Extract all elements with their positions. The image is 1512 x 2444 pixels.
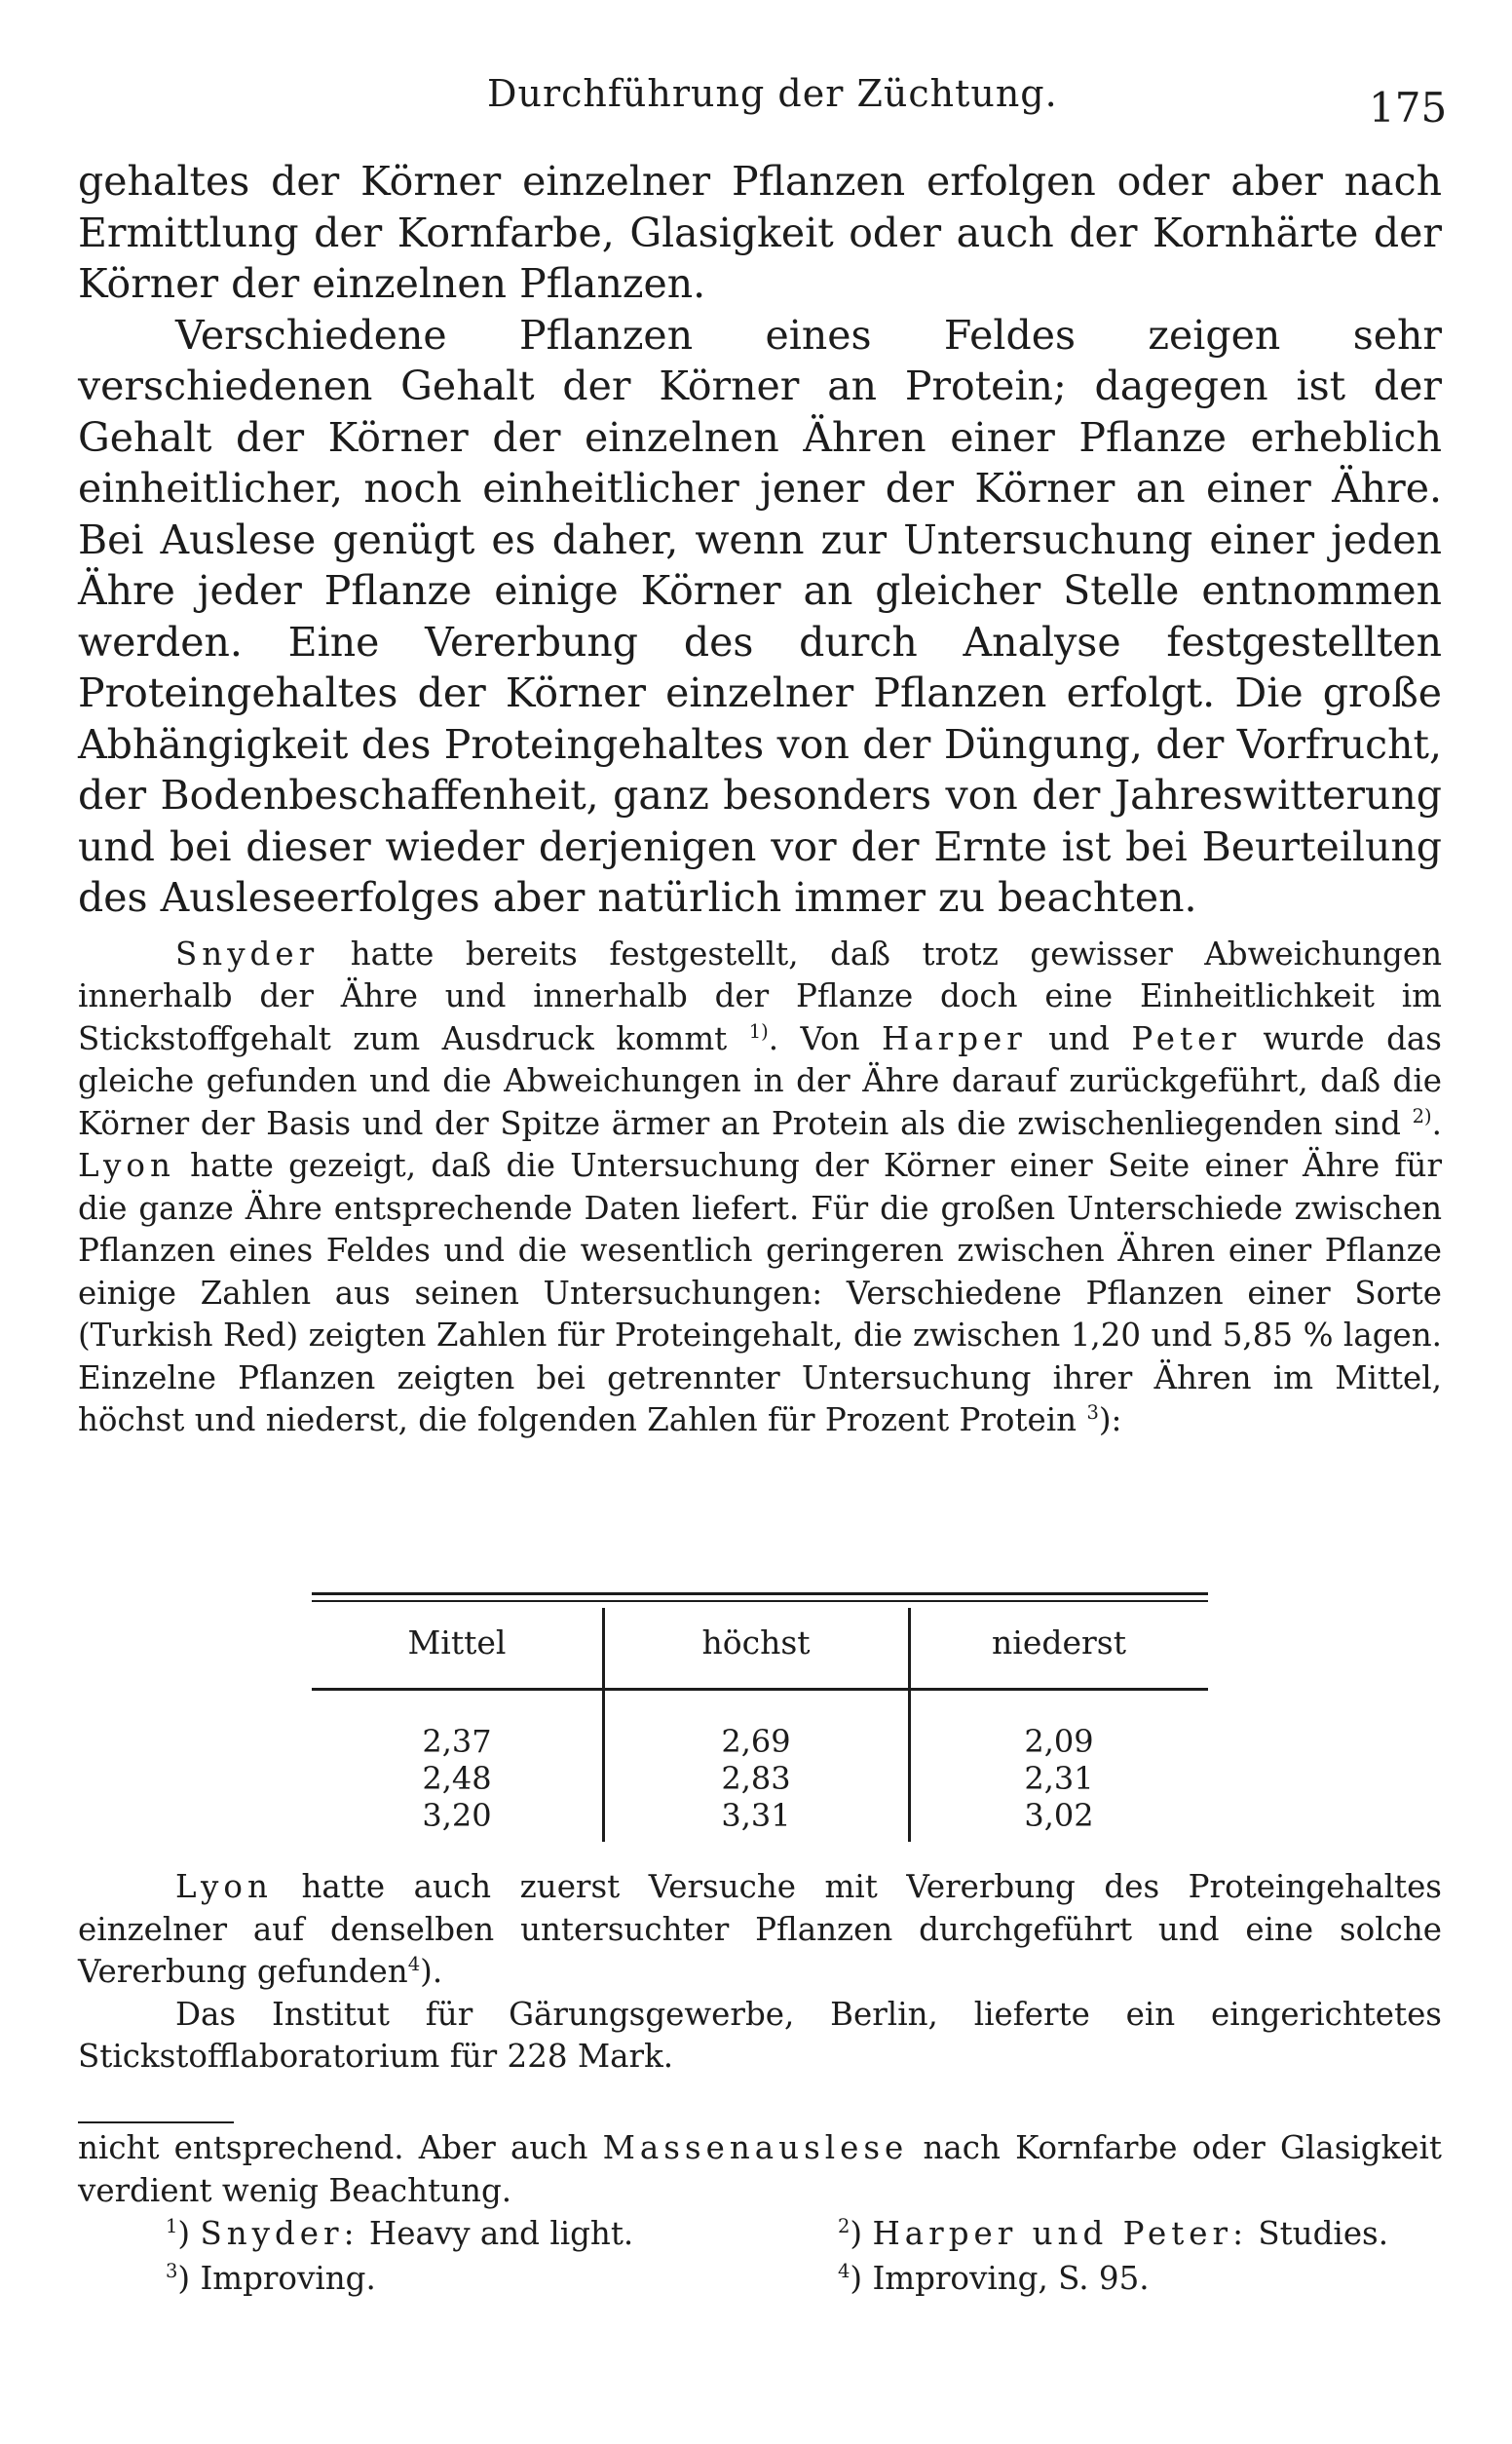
table-cell: 2,48: [422, 1760, 492, 1797]
page-number: 175: [1369, 84, 1448, 132]
footnote-ref-number: 3: [1086, 1401, 1099, 1425]
footnotes: [78, 2127, 1442, 2302]
table-rule: [312, 1688, 1208, 1691]
protein-table: [312, 1579, 1208, 1842]
table-header-hoechst: höchst: [701, 1623, 811, 1661]
page-header: [0, 68, 1512, 132]
footnote-ref: 1): [748, 1019, 769, 1043]
footnote-text: Heavy and light.: [368, 2215, 634, 2252]
text-run: hatte bereits festgestellt, daß trotz gewisser Abweichungen innerhalb der Ähre und innerhalb der Pflanze doch eine Einheitlichkeit im Stickstoffgehalt zum Ausdruck kommt: [78, 935, 1442, 1057]
table-cell: 3,31: [721, 1797, 791, 1834]
footnote-text: Improving, S. 95.: [872, 2260, 1150, 2297]
footnote-separator: [78, 2121, 234, 2123]
author-name: Harper: [881, 1019, 1027, 1057]
author-name: Peter: [1131, 1019, 1241, 1057]
paragraph-continued: gehaltes der Körner einzelner Pflanzen erfolgen oder aber nach Ermittlung der Kornfarbe, Glasigkeit oder auch der Kornhärte der Körner der einzelnen Pflanzen.: [78, 158, 1442, 307]
text-run: nach Kornfarbe oder Glasigkeit verdient wenig Beachtung.: [78, 2129, 1442, 2209]
footnote-text: Studies.: [1258, 2215, 1389, 2252]
text-run: hatte gezeigt, daß die Untersuchung der Körner einer Seite einer Ähre für die ganze Ähre entsprechende Daten liefert. Für die großen Unterschiede zwischen Pflanzen eines Feldes und die wesentlich geringeren zwischen Ähren einer Pflanze einige Zahlen aus seinen Untersuchungen: Verschiedene Pflanzen einer Sorte (Turkish Red) zeigten Zahlen für Proteingehalt, die zwischen 1,20 und 5,85 % lagen. Einzelne Pflanzen zeigten bei getrennter Untersuchung ihrer Ähren im Mittel, höchst und niederst, die folgenden Zahlen für Prozent Protein: [78, 1147, 1442, 1438]
table-cell: 2,09: [1024, 1723, 1094, 1760]
text-run: ).: [420, 1953, 443, 1990]
author-name: Lyon: [78, 1147, 175, 1184]
footnote-ref-number: 4: [407, 1953, 421, 1976]
table-cell: 2,69: [721, 1723, 791, 1760]
text-run: .: [1431, 1104, 1442, 1142]
table-header-mittel: Mittel: [407, 1623, 507, 1661]
footnote-row: [78, 2212, 1442, 2257]
author-name: Snyder: [175, 935, 320, 973]
text-after-table: [78, 1866, 1442, 2079]
footnote-ref-number: 2: [1412, 1104, 1425, 1127]
table-cell: 2,31: [1024, 1760, 1094, 1797]
paragraph-protein-variation: Verschiedene Pflanzen eines Feldes zeigen sehr verschiedenen Gehalt der Körner an Protein; dagegen ist der Gehalt der Körner der einzelnen Ähren einer Pflanze erheblich einheitlicher, noch einheitlicher jener der Körner an einer Ähre. Bei Auslese genügt es daher, wenn zur Untersuchung einer jeden Ähre jeder Pflanze einige Körner an gleicher Stelle entnommen werden. Eine Vererbung des durch Analyse festgestellten Proteingehaltes der Körner einzelner Pflanzen erfolgt. Die große Abhängigkeit des Proteingehaltes von der Düngung, der Vorfrucht, der Bodenbeschaffenheit, ganz besonders von der Jahreswitterung und bei dieser wieder derjenigen vor der Ernte ist bei Beurteilung des Ausleseerfolges aber natürlich immer zu beachten.: [78, 311, 1442, 921]
footnote-2: $^2$) Harper und Peter: Studies.: [838, 2215, 1389, 2252]
footnote-text: Improving.: [200, 2260, 376, 2297]
footnote-3: $^3$) Improving.: [166, 2260, 376, 2297]
footnote-author: Harper und Peter:: [872, 2215, 1249, 2252]
footnote-row: [78, 2257, 1442, 2302]
author-name: Lyon: [175, 1868, 273, 1905]
table-cell: 3,20: [422, 1797, 492, 1834]
footnote-number: 3: [166, 2260, 178, 2283]
text-run: ):: [1098, 1401, 1122, 1438]
footnote-ref: 2): [1412, 1104, 1432, 1127]
footnote-number: 1: [166, 2215, 178, 2238]
table-cell: 3,02: [1024, 1797, 1094, 1834]
footnote-continuation: [78, 2127, 1442, 2212]
footnote-4: $^4$) Improving, S. 95.: [838, 2260, 1150, 2297]
text-run: und: [1048, 1019, 1110, 1057]
table-cell: 2,37: [422, 1723, 492, 1760]
main-text: [78, 156, 1442, 1442]
footnote-ref-number: 1: [748, 1019, 762, 1043]
footnote-number: 4: [838, 2260, 850, 2283]
table-cell: 2,83: [721, 1760, 791, 1797]
footnote-author: Snyder:: [200, 2215, 359, 2252]
table-rule: [312, 1600, 1208, 1602]
table-header-niederst: niederst: [992, 1623, 1126, 1661]
footnote-1: $^1$) Snyder: Heavy and light.: [166, 2215, 634, 2252]
footnote-ref: [1086, 1401, 1098, 1424]
text-run: hatte auch zuerst Versuche mit Vererbung des Proteingehaltes einzelner auf denselben untersuchter Pflanzen durchgeführt und eine solche Vererbung gefunden: [78, 1868, 1442, 1990]
emphasis-term: Massenauslese: [602, 2129, 909, 2166]
footnote-number: 2: [838, 2215, 850, 2238]
text-run: . Von: [768, 1019, 860, 1057]
running-title: Durchführung der Züchtung.: [487, 72, 1058, 115]
footnote-ref: [408, 1953, 420, 1975]
text-run: nicht entsprechend. Aber auch: [78, 2129, 588, 2166]
paragraph-institut: Das Institut für Gärungsgewerbe, Berlin, lieferte ein eingerichtetes Stickstofflaboratorium für 228 Mark.: [78, 1995, 1442, 2075]
table-rule: [312, 1592, 1208, 1595]
paragraph-lyon-inheritance: [78, 1866, 1442, 1994]
text-run: wurde das gleiche gefunden und die Abweichungen in der Ähre darauf zurückgeführt, daß die Körner der Basis und der Spitze ärmer an Protein als die zwischenliegenden sind: [78, 1019, 1442, 1142]
paragraph-snyder-harper-lyon: [78, 934, 1442, 1442]
